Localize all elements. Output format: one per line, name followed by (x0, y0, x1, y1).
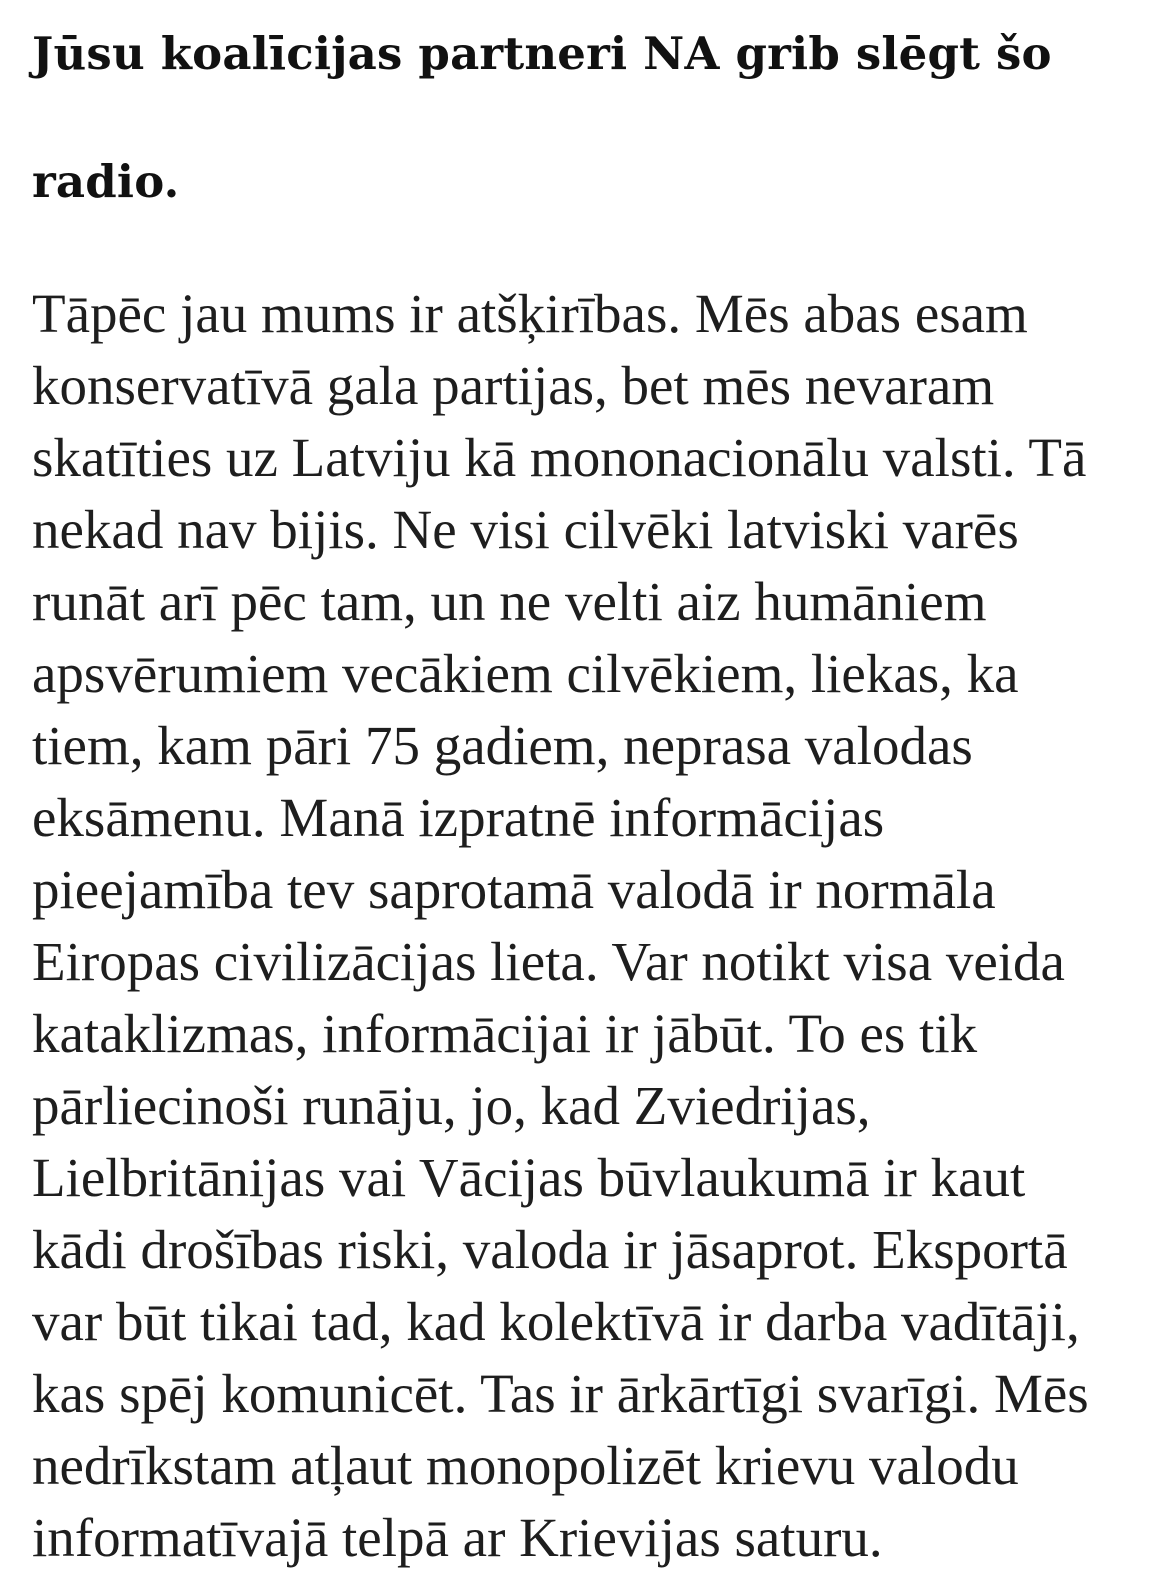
answer-line: kas spēj komunicēt. Tas ir ārkārtīgi svarīgi. Mēs (32, 1363, 1089, 1424)
answer-line: skatīties uz Latviju kā mononacionālu valsti. Tā (32, 427, 1087, 488)
answer-line: nekad nav bijis. Ne visi cilvēki latviski varēs (32, 499, 1019, 560)
answer-line: var būt tikai tad, kad kolektīvā ir darba vadītāji, (32, 1291, 1080, 1352)
answer-line: Tāpēc jau mums ir atšķirības. Mēs abas esam (32, 283, 1028, 344)
question-line: radio. (32, 155, 180, 208)
answer-line: nedrīkstam atļaut monopolizēt krievu valodu (32, 1435, 1019, 1496)
article (32, 22, 1152, 1574)
answer-line: kādi drošības riski, valoda ir jāsaprot. Eksportā (32, 1219, 1068, 1280)
answer-line: eksāmenu. Manā izpratnē informācijas (32, 787, 885, 848)
answer-line: Eiropas civilizācijas lieta. Var notikt visa veida (32, 931, 1065, 992)
answer-line: pieejamība tev saprotamā valodā ir normāla (32, 859, 996, 920)
interview-answer (32, 278, 1152, 1574)
answer-line: Lielbritānijas vai Vācijas būvlaukumā ir kaut (32, 1147, 1026, 1208)
answer-line: apsvērumiem vecākiem cilvēkiem, liekas, ka (32, 643, 1019, 704)
answer-line: runāt arī pēc tam, un ne velti aiz humāniem (32, 571, 987, 632)
interview-question (32, 22, 1152, 214)
question-line: Jūsu koalīcijas partneri NA grib slēgt šo (32, 27, 1052, 80)
answer-line: kataklizmas, informācijai ir jābūt. To es tik (32, 1003, 978, 1064)
answer-line: informatīvajā telpā ar Krievijas saturu. (32, 1507, 883, 1568)
answer-line: konservatīvā gala partijas, bet mēs nevaram (32, 355, 995, 416)
answer-line: tiem, kam pāri 75 gadiem, neprasa valodas (32, 715, 973, 776)
answer-line: pārliecinoši runāju, jo, kad Zviedrijas, (32, 1075, 871, 1136)
